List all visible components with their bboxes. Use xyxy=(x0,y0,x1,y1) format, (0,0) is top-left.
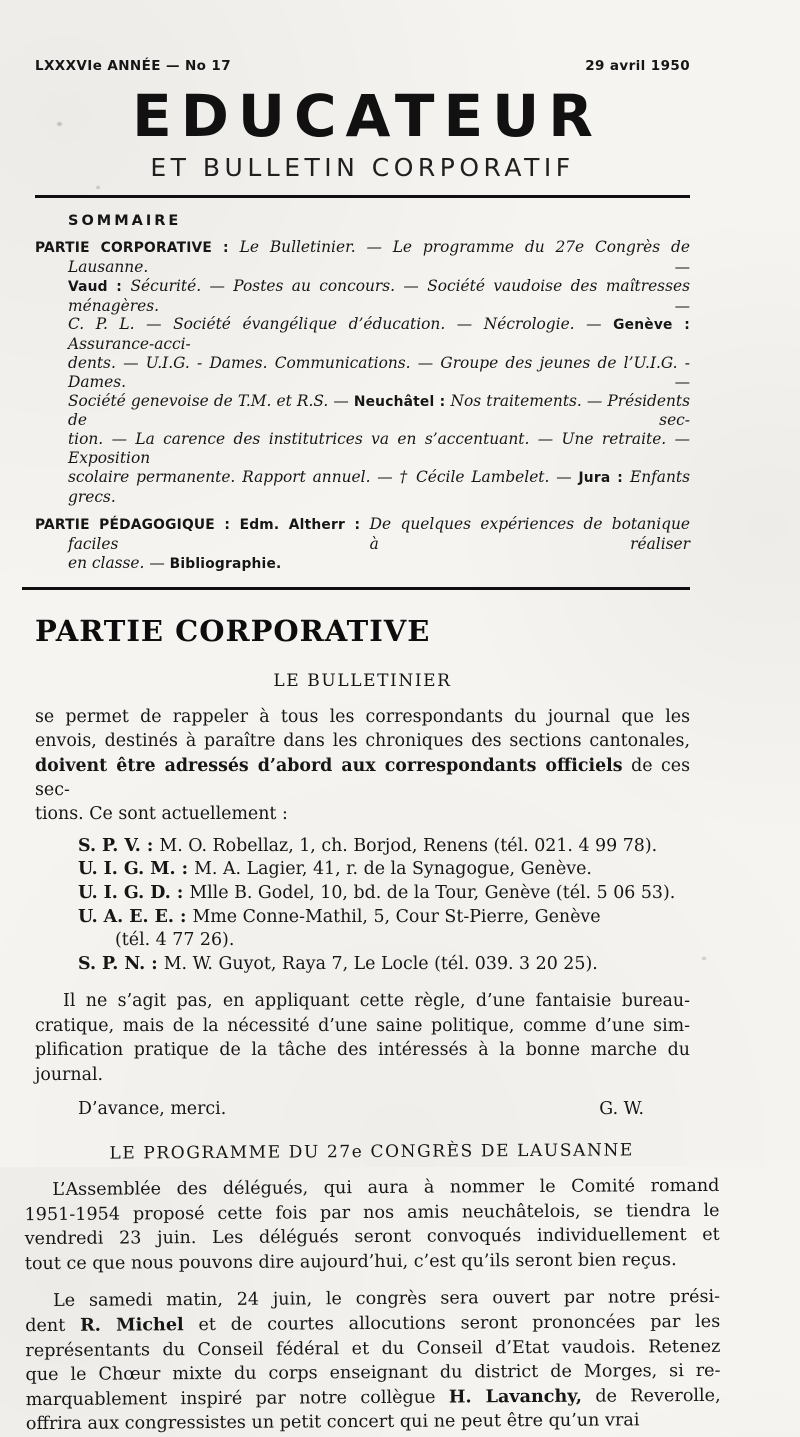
text-line xyxy=(35,802,690,826)
article-title: LE PROGRAMME DU 27e CONGRÈS DE LAUSANNE xyxy=(109,1140,634,1164)
text-segment: vendredi 23 juin. Les délégués seront convoqués individuellement et xyxy=(24,1225,720,1250)
text-segment: M. O. Robellaz, 1, ch. Borjod, Renens (tél. 021. 4 99 78). xyxy=(159,835,658,856)
text-line xyxy=(35,989,690,1013)
text-segment: se permet de rappeler à tous les correspondants du journal que les xyxy=(35,706,690,727)
text-line xyxy=(78,906,690,930)
text-line xyxy=(35,1063,690,1087)
text-segment: S. P. V. : xyxy=(78,835,160,856)
text-segment: dents. — U.I.G. - Dames. Communications. — Groupe des jeunes de l’U.I.G. - Dames. — xyxy=(68,353,690,391)
text-line xyxy=(35,1038,690,1062)
text-segment: (tél. 4 77 26). xyxy=(115,930,235,951)
journal-title: EDUCATEUR xyxy=(132,82,602,150)
scan-speck xyxy=(57,122,62,126)
sommaire-section xyxy=(35,213,690,574)
text-segment: Mlle B. Godel, 10, bd. de la Tour, Genève (tél. 5 06 53). xyxy=(189,883,676,904)
closing-thanks: D’avance, merci. xyxy=(78,1099,227,1120)
issue-date: 29 avril 1950 xyxy=(585,58,690,74)
text-segment: dent xyxy=(25,1315,81,1337)
text-segment: tions. Ce sont actuellement : xyxy=(35,804,288,825)
text-segment: représentants du Conseil fédéral et du Conseil d’Etat vaudois. Retenez xyxy=(25,1336,721,1361)
text-line xyxy=(68,354,690,392)
text-segment: U. I. G. M. : xyxy=(78,859,195,880)
text-segment: R. Michel xyxy=(80,1314,184,1336)
text-line xyxy=(35,754,690,803)
scan-speck xyxy=(113,305,116,308)
issue-number: LXXXVIe ANNÉE — No 17 xyxy=(35,58,232,74)
text-line xyxy=(26,1408,721,1437)
text-line xyxy=(35,238,690,277)
text-line xyxy=(25,1310,720,1339)
text-line xyxy=(78,835,690,859)
text-segment: offrira aux congressistes un petit concert qui ne peut être qu’un vrai xyxy=(25,1410,640,1435)
text-line xyxy=(35,515,690,554)
text-segment: Le samedi matin, 24 juin, le congrès sera ouvert par notre prési- xyxy=(53,1287,721,1312)
text-line xyxy=(68,277,690,316)
text-segment: Neuchâtel : xyxy=(353,393,451,410)
paragraph-assemblee xyxy=(24,1174,720,1277)
text-line xyxy=(25,1248,720,1277)
text-segment: marquablement inspiré par notre collègue xyxy=(25,1387,449,1411)
text-segment: PARTIE PÉDAGOGIQUE : xyxy=(35,517,240,534)
text-line xyxy=(35,1014,690,1038)
issue-header xyxy=(35,58,690,74)
text-segment: de Reverolle, xyxy=(581,1385,721,1407)
text-segment: tout ce que nous pouvons dire aujourd’hui, c’est qu’ils seront bien reçus. xyxy=(24,1250,677,1275)
main-content xyxy=(24,613,721,1435)
text-segment: Genève : xyxy=(613,317,690,334)
text-line xyxy=(78,929,690,953)
sommaire-heading: SOMMAIRE xyxy=(68,213,182,230)
text-segment: Le Bulletinier. — Le programme du 27e Congrès de Lausanne. — xyxy=(68,238,690,276)
scan-speck xyxy=(541,838,544,841)
text-segment: U. A. E. E. : xyxy=(78,906,193,927)
text-segment: 1951-1954 proposé cette fois par nos amis neuchâtelois, se tiendra le xyxy=(24,1200,720,1225)
text-line xyxy=(68,554,690,574)
text-segment: L’Assemblée des délégués, qui aura à nommer le Comité romand xyxy=(52,1176,720,1201)
text-segment: H. Lavanchy, xyxy=(448,1385,582,1408)
text-segment: Bibliographie. xyxy=(169,555,282,572)
text-segment: PARTIE CORPORATIVE : xyxy=(35,240,240,257)
text-segment: scolaire permanente. Rapport annuel. — † Cécile Lambelet. — xyxy=(68,467,579,486)
text-segment: doivent être adressés d’abord aux correspondants officiels xyxy=(35,755,623,776)
text-segment: envois, destinés à paraître dans les chroniques des sections cantonales, xyxy=(35,731,690,752)
text-line xyxy=(35,705,690,729)
paragraph-congres xyxy=(25,1285,721,1437)
section-title: PARTIE CORPORATIVE xyxy=(35,613,431,648)
text-segment: Edm. Altherr : xyxy=(239,517,370,534)
text-line xyxy=(78,858,690,882)
text-segment: Sécurité. — Postes au concours. — Société vaudoise des maîtresses ménagères. — xyxy=(68,276,690,315)
text-line xyxy=(78,882,690,906)
text-segment: Enfants grecs. xyxy=(68,467,690,506)
text-segment: Jura : xyxy=(578,469,630,486)
text-segment: cratique, mais de la nécessité d’une saine politique, comme d’une sim- xyxy=(35,1015,690,1036)
contacts-list xyxy=(35,835,690,977)
text-segment: U. I. G. D. : xyxy=(78,883,190,904)
article-programme xyxy=(24,1140,721,1437)
masthead xyxy=(35,82,690,183)
text-segment: Il ne s’agit pas, en appliquant cette règle, d’une fantaisie bureau- xyxy=(63,991,690,1012)
text-segment: M. A. Lagier, 41, r. de la Synagogue, Genève. xyxy=(194,859,592,880)
text-line xyxy=(68,430,690,468)
journal-subtitle: ET BULLETIN CORPORATIF xyxy=(150,153,575,183)
text-segment: Société genevoise de T.M. et R.S. — xyxy=(68,391,354,410)
text-segment: et de courtes allocutions seront prononcées par les xyxy=(183,1311,721,1336)
paragraph-note xyxy=(35,989,690,1087)
scan-speck xyxy=(702,957,706,960)
text-segment: journal. xyxy=(35,1064,104,1085)
sommaire-entry-pedagogique xyxy=(35,515,690,573)
article-bulletinier xyxy=(35,671,690,1119)
text-line xyxy=(68,315,690,354)
text-segment: Assurance-acci- xyxy=(68,335,191,354)
text-line xyxy=(68,468,690,507)
text-line xyxy=(68,392,690,431)
text-segment: Mme Conne-Mathil, 5, Cour St-Pierre, Genève xyxy=(192,906,601,927)
text-line xyxy=(78,953,690,977)
text-segment: Vaud : xyxy=(68,278,131,295)
text-segment: de ces sec- xyxy=(35,755,691,801)
divider-rule-bottom xyxy=(22,587,690,590)
text-segment: en classe. — xyxy=(68,553,170,572)
closing-signature: G. W. xyxy=(599,1099,644,1120)
text-segment: S. P. N. : xyxy=(78,953,164,974)
article-title: LE BULLETINIER xyxy=(273,670,452,691)
closing-row xyxy=(35,1099,690,1119)
text-segment: plification pratique de la tâche des intéressés à la bonne marche du xyxy=(35,1040,690,1061)
divider-rule-top xyxy=(35,195,690,198)
text-segment: Nos traitements. — Présidents de sec- xyxy=(68,391,690,430)
text-segment: C. P. L. — Société évangélique d’éducation. — Nécrologie. — xyxy=(68,315,614,334)
text-line xyxy=(35,729,690,753)
text-segment: M. W. Guyot, Raya 7, Le Locle (tél. 039. 3 20 25). xyxy=(163,953,598,974)
text-segment: De quelques expériences de botanique faciles à réaliser xyxy=(68,515,690,554)
text-segment: tion. — La carence des institutrices va en s’accentuant. — Une retraite. — Exposition xyxy=(68,430,690,467)
paragraph-intro xyxy=(35,705,690,827)
scan-speck xyxy=(96,186,100,189)
text-segment: que le Chœur mixte du corps enseignant du district de Morges, si re- xyxy=(25,1361,721,1386)
sommaire-entry-corporative xyxy=(35,238,690,506)
